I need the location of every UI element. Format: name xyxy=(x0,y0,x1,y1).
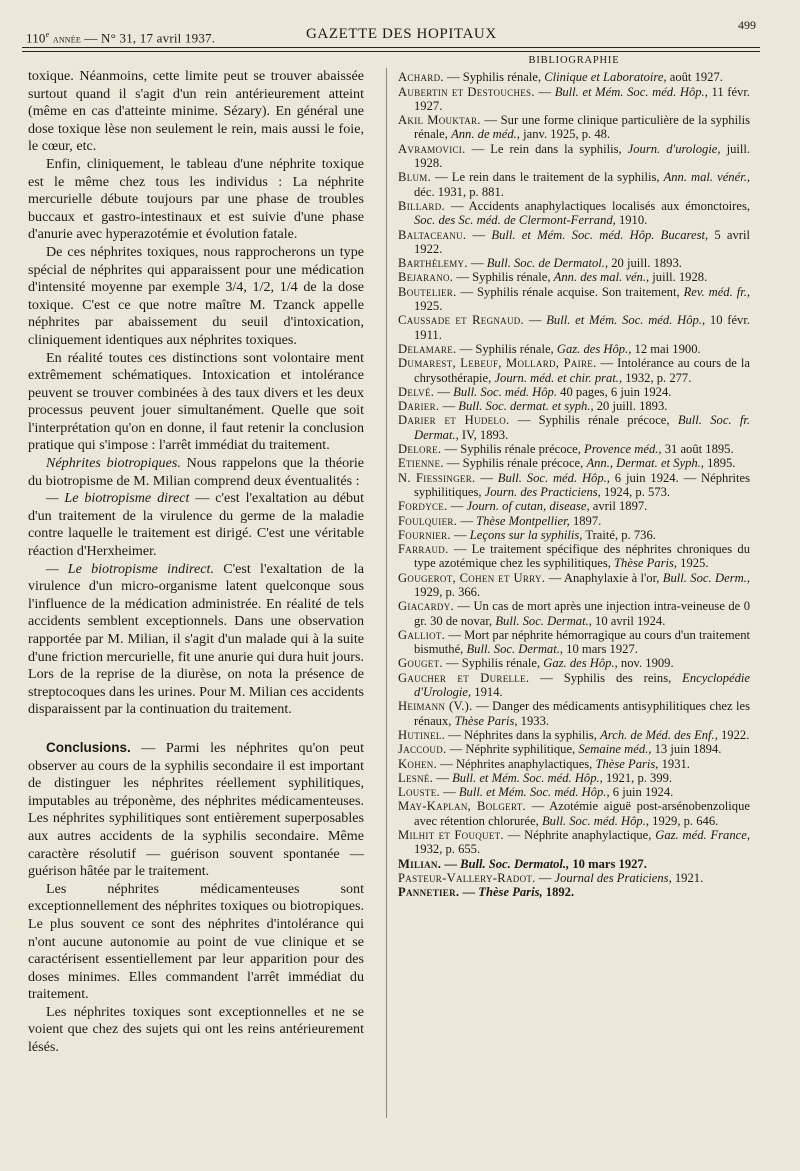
entry-journal: Thèse Montpellier, xyxy=(476,513,570,528)
entry-details: janv. 1925, p. 48. xyxy=(519,127,611,142)
entry-author: Galliot. xyxy=(398,627,446,642)
entry-details: 10 mars 1927. xyxy=(569,856,647,871)
entry-text: — Azotémie aiguë post-arsénobenzolique avec rétention chlorurée, xyxy=(414,799,750,828)
entry-journal: Gaz. méd. France, xyxy=(655,828,750,843)
bibliography-entry xyxy=(398,313,750,342)
bibliography-entry xyxy=(398,671,750,700)
entry-journal: Leçons sur la syphilis, xyxy=(469,527,583,542)
bibliography-entry xyxy=(398,771,750,785)
entry-text: — Un cas de mort après une injection intra-veineuse de 0 gr. 30 de novar, xyxy=(414,599,750,628)
entry-journal: Bull. Soc. Dermatol., xyxy=(460,856,570,871)
entry-journal: Bull. et Mém. Soc. méd. Hôp., xyxy=(554,84,708,99)
bibliography-entry xyxy=(398,385,750,399)
bibliography-entry xyxy=(398,285,750,314)
entry-details: 11 févr. 1927. xyxy=(414,84,750,113)
entry-journal: Bull. Soc. Derm., xyxy=(662,570,750,585)
entry-author: Barthélemy. xyxy=(398,256,468,271)
entry-author: Delvé. xyxy=(398,384,435,399)
issue-date: — N° 31, 17 avril 1937. xyxy=(84,30,216,46)
entry-text: — Syphilis rénale, xyxy=(459,341,557,356)
entry-journal: Provence méd., xyxy=(584,442,662,457)
header-rule-thin xyxy=(22,51,760,52)
article-paragraph xyxy=(28,739,364,881)
entry-author: Gougerot, Cohen et Urry. xyxy=(398,570,546,585)
entry-author: Caussade et Regnaud. xyxy=(398,313,525,328)
entry-author: Boutelier. xyxy=(398,284,457,299)
entry-details: 1895. xyxy=(703,456,736,471)
year-number: 110 xyxy=(26,30,46,46)
page-number: 499 xyxy=(738,18,756,32)
running-header xyxy=(22,12,760,48)
entry-journal: Ann., Dermat. et Syph., xyxy=(586,456,704,471)
bibliography-entry xyxy=(398,885,750,899)
bibliography-entry xyxy=(398,356,750,385)
entry-details: IV, 1893. xyxy=(458,427,509,442)
article-paragraph xyxy=(28,156,364,244)
entry-author: Jaccoud. xyxy=(398,742,447,757)
entry-details: 40 pages, 6 juin 1924. xyxy=(557,384,672,399)
entry-text: — Néphrite anaphylactique, xyxy=(507,828,656,843)
entry-journal: Encyclopédie d'Urologie, xyxy=(414,670,750,700)
entry-text: — Mort par néphrite hémorragique au cours d'un traitement bismuthé, xyxy=(414,627,751,657)
entry-journal: Bull. Soc. méd. Hôp., xyxy=(541,813,649,828)
entry-text: — Syphilis rénale précoce, xyxy=(444,442,585,457)
entry-author: Aubertin et Destouches. xyxy=(398,84,535,99)
column-divider xyxy=(386,68,387,1118)
entry-author: Darier. xyxy=(398,399,440,414)
paragraph-text: Nous rappelons que la théorie du biotropisme de M. Milian comprend deux éventualités : xyxy=(28,455,364,489)
entry-journal: Bull. Soc. méd. Hôp., xyxy=(497,470,610,485)
entry-author: Milhit et Fouquet. xyxy=(398,828,504,843)
entry-details: 1910. xyxy=(615,213,648,228)
entry-text: — Syphilis rénale acquise. Son traitement, xyxy=(460,284,684,299)
entry-text: — xyxy=(437,384,454,399)
entry-journal: Clinique et Laboratoire, xyxy=(544,70,667,85)
entry-details: 1929, p. 646. xyxy=(649,813,719,828)
entry-details: 1932, p. 277. xyxy=(622,370,692,385)
bibliography-entry xyxy=(398,499,750,513)
entry-text: — Syphilis rénale précoce, xyxy=(517,413,678,428)
bibliography-heading: BIBLIOGRAPHIE xyxy=(528,55,620,66)
entry-details: 1892. xyxy=(542,885,575,900)
bibliography-column xyxy=(398,54,750,900)
entry-journal: Arch. de Méd. des Enf., xyxy=(600,727,718,742)
entry-author: Delamare. xyxy=(398,341,457,356)
entry-text: — Néphrites dans la syphilis, xyxy=(448,727,601,742)
bibliography-entry xyxy=(398,199,750,228)
entry-details: 1933. xyxy=(517,713,550,728)
bibliography-entry xyxy=(398,742,750,756)
entry-details: 1931. xyxy=(658,756,690,771)
entry-details: 13 juin 1894. xyxy=(651,742,722,757)
entry-details: 12 mai 1900. xyxy=(631,341,701,356)
entry-journal: Bull. Soc. Dermat., xyxy=(495,613,592,628)
entry-details: juill. 1928. xyxy=(414,141,751,171)
entry-journal: Bull. et Mém. Soc. méd. Hôp., xyxy=(458,785,610,800)
entry-text: — Le rein dans le traitement de la syphilis, xyxy=(435,170,664,185)
entry-author: Billard. xyxy=(398,198,445,213)
bibliography-entry xyxy=(398,85,750,114)
entry-journal: Journ. méd. et chir. prat., xyxy=(494,370,623,385)
journal-title: GAZETTE DES HOPITAUX xyxy=(306,26,497,42)
entry-details: 20 juill. 1893. xyxy=(608,256,682,271)
entry-author: Darier et Hudelo. xyxy=(398,413,510,428)
entry-journal: Bull. Soc. de Dermatol., xyxy=(486,256,609,271)
entry-text: — Le traitement spécifique des néphrites chroniques du type azotémique chez les syphilitiques, xyxy=(414,542,750,571)
paragraph-text: Les néphrites médicamenteuses sont exceptionnellement des néphrites toxiques ou biotropiques. Le plus souvent ce sont des néphrites d'intolérance qui n'ont aucune autonomie au point de vue clinique et se caractérisent essentiellement par leur apparition pour des doses minimes. Elles commandent l'arrêt immédiat du traitement. xyxy=(28,880,364,1003)
entry-journal: Bull. et Mém. Soc. méd. Hôp., xyxy=(546,313,706,328)
entry-details: déc. 1931, p. 881. xyxy=(414,184,504,199)
entry-text: — xyxy=(472,227,492,242)
bibliography-entry xyxy=(398,799,750,828)
entry-author: Achard. xyxy=(398,70,444,85)
entry-details: 6 juin 1924. — Néphrites syphilitiques, xyxy=(414,470,750,499)
entry-details: 10 févr. 1911. xyxy=(414,313,750,342)
entry-journal: Thèse Paris, xyxy=(478,885,543,900)
entry-journal: Bull. Soc. dermat. et syph., xyxy=(458,399,594,414)
article-paragraph xyxy=(28,561,364,719)
entry-author: Akil Mouktar. xyxy=(398,113,481,128)
entry-author: Delore. xyxy=(398,442,442,457)
entry-details: nov. 1909. xyxy=(617,656,674,671)
entry-text: — xyxy=(480,470,498,485)
entry-text: — Sur une forme clinique particulière de la syphilis rénale, xyxy=(414,113,750,142)
bibliography-entry xyxy=(398,399,750,413)
entry-text: — Syphilis rénale, xyxy=(447,70,545,85)
entry-author: Dumarest, Lebeuf, Mollard, Paire. xyxy=(398,356,597,371)
entry-author: Baltaceanu. xyxy=(398,227,467,242)
article-column xyxy=(28,68,364,1057)
year-ordinal: e xyxy=(45,30,50,39)
entry-journal: Bull. Soc. méd. Hôp. xyxy=(453,384,558,399)
article-paragraph xyxy=(28,68,364,156)
entry-text: — xyxy=(460,513,477,528)
bibliography-entry xyxy=(398,857,750,871)
bibliography-entry xyxy=(398,170,750,199)
entry-author: Lesné. xyxy=(398,770,434,785)
bibliography-entry xyxy=(398,113,750,142)
entry-author: Etienne. xyxy=(398,456,444,471)
bibliography-entry xyxy=(398,142,750,171)
paragraph-text: toxique. Néanmoins, cette limite peut se trouver abaissée surtout quand il s'agit d'un rein antérieurement atteint (même en cas d'atteinte minime. Sézary). En général une dose toxique lèse non seulement le rein, mais aussi le foie, le cœur, etc. xyxy=(28,68,364,155)
entry-journal: Gaz. des Hôp., xyxy=(543,656,618,671)
bibliography-entry xyxy=(398,528,750,542)
paragraph-text: — c'est l'exaltation au début d'un traitement de la virulence du germe de la maladie contre laquelle le traitement est dirigé. C'est une véritable réaction d'Herxheimer. xyxy=(28,490,364,560)
entry-details: 1922. xyxy=(717,727,750,742)
entry-text: — Intolérance au cours de la chrysothérapie, xyxy=(414,356,750,385)
paragraph-text: Enfin, cliniquement, le tableau d'une néphrite toxique est le même chez tous les individus : La néphrite mercurielle débute toujours par une phase de troubles buccaux et gastro-intestinaux et est suivie d'une phase d'anurie avec hyperazotémie et évolution fatale. xyxy=(28,155,364,243)
bibliography-entry xyxy=(398,828,750,857)
entry-journal: Thèse Paris, xyxy=(595,756,659,771)
entry-text: — xyxy=(450,499,467,514)
entry-details: 5 avril 1922. xyxy=(414,227,750,256)
entry-author: Blum. xyxy=(398,170,432,185)
entry-text: — xyxy=(436,770,453,785)
entry-text: — xyxy=(442,399,459,414)
entry-author: Heimann (V.). xyxy=(398,699,473,714)
entry-author: Avramovici. xyxy=(398,141,466,156)
entry-text: — xyxy=(443,785,459,800)
bibliography-entry xyxy=(398,256,750,270)
entry-author: Farraud. xyxy=(398,542,449,557)
entry-author: Kohen. xyxy=(398,756,438,771)
paragraph-text: Les néphrites toxiques sont exceptionnelles et ne se voient que chez des sujets qui ont les reins antérieurement lésés. xyxy=(28,1003,364,1056)
bibliography-entry xyxy=(398,514,750,528)
entry-author: Milian. xyxy=(398,856,442,871)
entry-author: Hutinel. xyxy=(398,727,446,742)
entry-details: août 1927. xyxy=(666,70,723,85)
entry-details: 1897. xyxy=(569,513,602,528)
bibliography-entry xyxy=(398,871,750,885)
entry-journal: Ann. des mal. vén., xyxy=(553,270,650,285)
bibliography-entry xyxy=(398,270,750,284)
bibliography-entry xyxy=(398,542,750,571)
entry-text: — Accidents anaphylactiques localisés aux émonctoires, xyxy=(450,198,750,213)
bibliography-entry xyxy=(398,599,750,628)
entry-author: Gouget. xyxy=(398,656,443,671)
entry-text: — xyxy=(462,885,479,900)
bibliography-entry xyxy=(398,413,750,442)
paragraph-text: En réalité toutes ces distinctions sont volontaire ment extrêmement schématiques. Intoxication et intolérance peuvent se trouver combinées à des taux divers et les deux processus peuvent jouer simultanément. Quelle que soit l'interprétation qu'on en donne, il faut retenir la conclusion pratique qui s'impose : l'arrêt immédiat du traitement. xyxy=(28,349,364,454)
entry-text: — xyxy=(454,527,470,542)
bibliography-entry xyxy=(398,628,750,657)
entry-text: — Syphilis des reins, xyxy=(540,670,683,685)
bibliography-entry xyxy=(398,456,750,470)
entry-text: — Le rein dans la syphilis, xyxy=(471,141,628,156)
entry-details: 31 août 1895. xyxy=(661,442,734,457)
header-rule xyxy=(22,47,760,48)
entry-journal: Journal des Praticiens, xyxy=(554,870,672,885)
entry-author: N. Fiessinger. xyxy=(398,470,476,485)
paragraph-lead: Néphrites biotropiques. xyxy=(46,455,181,472)
entry-text: — Néphrite syphilitique, xyxy=(449,742,579,757)
entry-text: — xyxy=(470,256,487,271)
article-paragraph xyxy=(28,455,364,490)
entry-details: Traité, p. 736. xyxy=(582,527,656,542)
article-paragraph xyxy=(28,490,364,560)
entry-author: May-Kaplan, Bolgert. xyxy=(398,799,526,814)
entry-details: 1921, p. 399. xyxy=(602,770,673,785)
entry-journal: Rev. méd. fr., xyxy=(683,284,750,299)
entry-details: 1921. xyxy=(671,870,704,885)
entry-journal: Semaine méd., xyxy=(578,742,652,757)
entry-journal: Journ. of cutan, disease, xyxy=(466,499,590,514)
entry-journal: Bull. Soc. fr. Dermat., xyxy=(414,413,750,442)
entry-text: — xyxy=(538,870,555,885)
entry-journal: Ann. mal. vénér., xyxy=(663,170,751,185)
entry-details: 1924, p. 573. xyxy=(600,484,671,499)
entry-author: Fordyce. xyxy=(398,499,448,514)
bibliography-entry xyxy=(398,785,750,799)
entry-text: — Syphilis rénale, xyxy=(446,656,544,671)
entry-text: — Danger des médicaments antisyphilitiques chez les rénaux, xyxy=(414,699,751,728)
entry-journal: Thèse Paris, xyxy=(454,713,518,728)
entry-details: avril 1897. xyxy=(589,499,648,514)
entry-details: 1932, p. 655. xyxy=(414,842,481,857)
bibliography-entry xyxy=(398,571,750,600)
entry-journal: Ann. de méd., xyxy=(451,127,520,142)
bibliography-entry xyxy=(398,342,750,356)
entry-author: Bejarano. xyxy=(398,270,454,285)
entry-text: — xyxy=(528,313,547,328)
entry-journal: Journ. des Practiciens, xyxy=(484,484,601,499)
entry-details: 10 avril 1924. xyxy=(591,613,666,628)
bibliography-entry xyxy=(398,442,750,456)
entry-journal: Journ. d'urologie, xyxy=(627,141,721,156)
entry-journal: Bull. et Mém. Soc. méd. Hôp., xyxy=(452,770,603,785)
bibliography-entry xyxy=(398,70,750,84)
entry-text: — Syphilis rénale, xyxy=(456,270,554,285)
entry-author: Pannetier. xyxy=(398,885,460,900)
entry-journal: Gaz. des Hôp., xyxy=(556,341,632,356)
article-paragraph xyxy=(28,244,364,350)
paragraph-lead: — Le biotropisme direct xyxy=(46,490,190,507)
paragraph-lead: — Le biotropisme indirect. xyxy=(46,560,214,577)
entry-text: — Syphilis rénale précoce, xyxy=(446,456,587,471)
entry-author: Louste. xyxy=(398,785,440,800)
entry-author: Giacardy. xyxy=(398,599,454,614)
article-paragraph xyxy=(28,350,364,456)
entry-author: Pasteur-Vallery-Radot. xyxy=(398,870,536,885)
entry-details: 10 mars 1927. xyxy=(563,642,638,657)
entry-details: 1929, p. 366. xyxy=(414,584,481,599)
entry-author: Foulquier. xyxy=(398,513,458,528)
entry-text: — Anaphylaxie à l'or, xyxy=(548,570,663,585)
entry-author: Gaucher et Durelle. xyxy=(398,670,530,685)
entry-journal: Thèse Paris, xyxy=(614,556,678,571)
bibliography-entry xyxy=(398,471,750,500)
article-paragraph xyxy=(28,1004,364,1057)
entry-text: — xyxy=(444,856,461,871)
conclusions-heading: Conclusions. xyxy=(46,739,131,755)
bibliography-entry xyxy=(398,728,750,742)
entry-details: juill. 1928. xyxy=(649,270,708,285)
entry-text: — xyxy=(538,84,555,99)
entry-journal: Bull. Soc. Dermat., xyxy=(466,642,564,657)
paragraph-text: De ces néphrites toxiques, nous rapprocherons un type spécial de néphrites qui apparaissent pour une médication d'intensité moyenne par exemple 3/4, 1/2, 1/4 de la dose toxique. C'est ce que notre maître M. Tzanck appelle néphrites par abaissement du seuil d'intoxication, cliniquement identiques aux néphrites toxiques. xyxy=(28,243,364,348)
entry-details: 20 juill. 1893. xyxy=(593,399,668,414)
bibliography-entry xyxy=(398,228,750,257)
entry-details: 1925. xyxy=(414,299,443,314)
entry-author: Fournier. xyxy=(398,527,451,542)
issue-info xyxy=(26,30,215,46)
entry-journal: Bull. et Mém. Soc. méd. Hôp. Bucarest, xyxy=(491,227,709,242)
bibliography-entry xyxy=(398,757,750,771)
entry-text: — Néphrites anaphylactiques, xyxy=(440,756,596,771)
entry-journal: Soc. des Sc. méd. de Clermont-Ferrand, xyxy=(414,213,616,228)
entry-details: 1914. xyxy=(471,685,503,700)
year-word: année xyxy=(52,31,81,46)
bibliography-list xyxy=(398,70,750,899)
article-paragraph xyxy=(28,881,364,1004)
entry-details: 1925. xyxy=(677,556,709,571)
paragraph-text: C'est l'exaltation de la virulence d'un micro-organisme latent quelconque sous l'influence de la médication administrée. En réalité de tels accidents semblent exceptionnels. Dans une observation rapportée par M. Milian, il s'agit d'un malade qui à la suite d'une friction mercurielle, fit une anurie qui dura huit jours. Lors de la reprise de la diurèse, on nota la présence de streptocoques dans les urines. Pour M. Milian ces accidents disparaissent par la continuation du traitement. xyxy=(28,560,364,718)
entry-details: 6 juin 1924. xyxy=(609,785,674,800)
bibliography-entry xyxy=(398,656,750,670)
bibliography-entry xyxy=(398,699,750,728)
paragraph-text: — Parmi les néphrites qu'on peut observer au cours de la syphilis secondaire il est important de distinguer les néphrites réellement syphilitiques, imputables au tréponème, des néphrites médicamenteuses. Les néphrites syphilitiques sont entièrement superposables aux autres accidents de la syphilis secondaire. Même caractère résolutif — guérison souvent spontanée — guérison hâtée par le traitement. xyxy=(28,739,364,880)
